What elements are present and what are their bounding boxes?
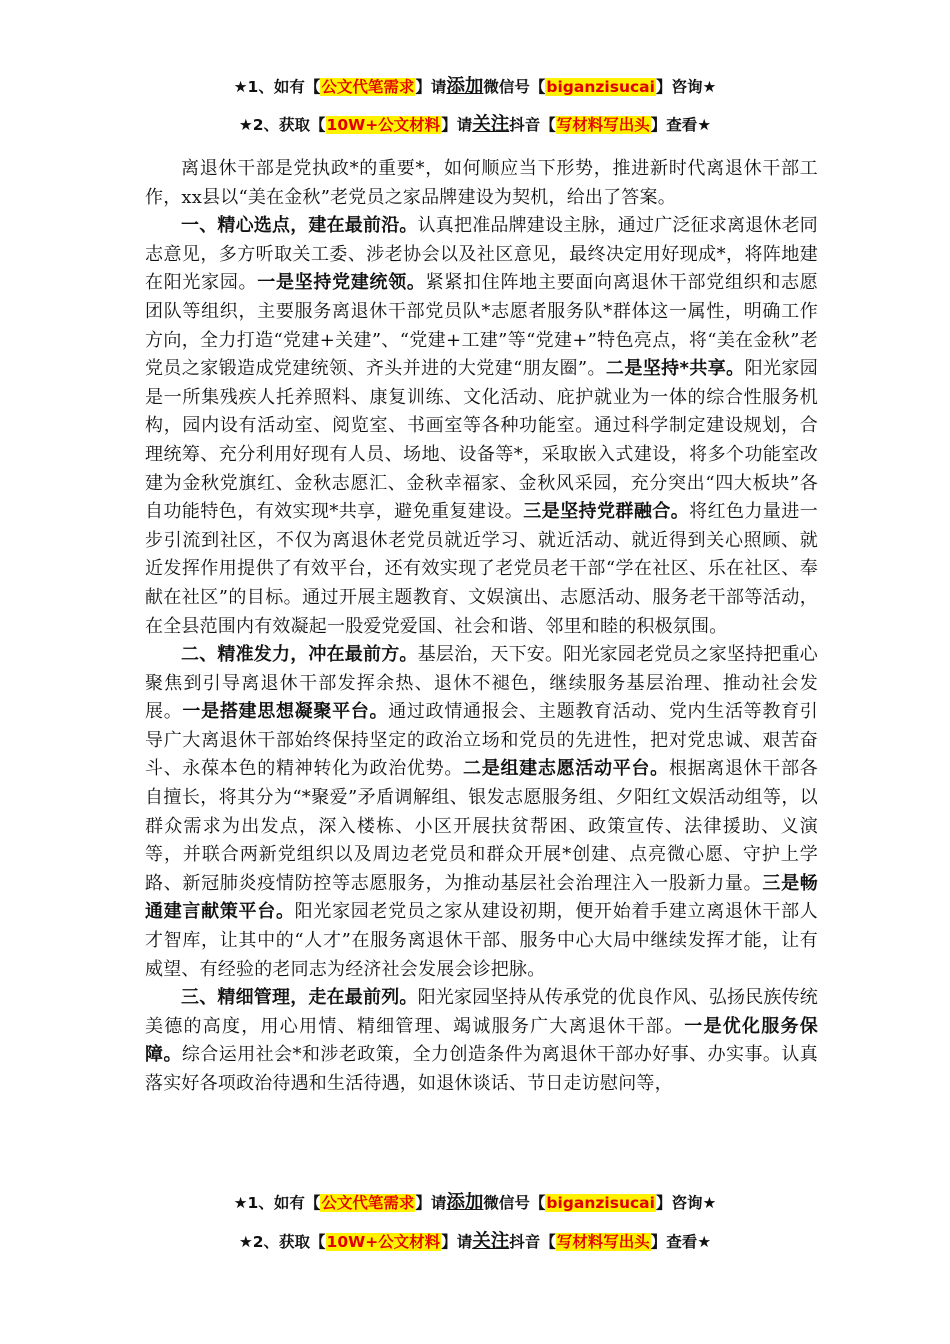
star-icon: ★ [697, 1233, 712, 1251]
promo-banner-top-1 [0, 72, 950, 98]
subheading: 二是坚持*共享。 [605, 358, 745, 380]
banner-text: 】咨询 [655, 1194, 703, 1212]
section-heading: 一、精心选点，建在最前沿。 [181, 215, 418, 237]
emphasis-text: 关注 [472, 114, 510, 135]
promo-banner-top-2 [0, 110, 950, 136]
paragraph-text: 阳光家园坚持从传承党的优良作风、弘扬民族传统美德的高度，用心用情、精细管理、竭诚服务广大离退休干部。 [145, 987, 819, 1037]
paragraph-text: 将红色力量进一步引流到社区，不仅为离退休老党员就近学习、就近活动、就近得到关心照顾、就近发挥作用提供了有效平台，还有效实现了老党员老干部“学在社区、乐在社区、奉献在社区”的目标。通过开展主题教育、文娱演出、志愿活动、服务老干部等活动，在全县范围内有效凝起一股爱党爱国、社会和谐、邻里和睦的积极氛围。 [145, 501, 818, 637]
subheading: 二是组建志愿活动平台。 [463, 758, 669, 780]
section-heading: 二、精准发力，冲在最前方。 [181, 644, 418, 666]
banner-text: 】请 [441, 1233, 473, 1251]
banner-text: 】请 [415, 78, 447, 96]
banner-text: 微信号【 [483, 1194, 546, 1212]
section-3-paragraph [145, 984, 818, 1098]
banner-text: 】查看 [650, 116, 698, 134]
section-2-paragraph [145, 641, 818, 984]
banner-text: 1、如有【 [247, 78, 321, 96]
paragraph-text: 基层治，天下安。阳光家园老党员之家坚持把重心聚焦到引导离退休干部发挥余热、退休不褪色，继续服务基层治理、推动社会发展。 [145, 644, 819, 723]
highlight-text: 公文代笔需求 [321, 78, 415, 96]
highlight-text: 写材料写出头 [556, 116, 650, 134]
paragraph-text: 综合运用社会*和涉老政策，全力创造条件为离退休干部办好事、办实事。认真落实好各项政治待遇和生活待遇，如退休谈话、节日走访慰问等， [145, 1044, 819, 1094]
highlight-text: biganzisucai [546, 1194, 655, 1212]
subheading: 一是搭建思想凝聚平台。 [182, 701, 389, 723]
article-body [145, 155, 818, 1099]
banner-text: 2、获取【 [252, 116, 326, 134]
subheading: 一是优化服务保障。 [145, 1015, 818, 1066]
star-icon: ★ [238, 116, 253, 134]
star-icon: ★ [233, 78, 248, 96]
paragraph-text: 认真把准品牌建设主脉，通过广泛征求离退休老同志意见，多方听取关工委、涉老协会以及社区意见，最终决定用好现成*，将阵地建在阳光家园。 [145, 215, 819, 294]
paragraph-text: 通过政情通报会、主题教育活动、党内生活等教育引导广大离退休干部始终保持坚定的政治立场和党员的先进性，把对党忠诚、艰苦奋斗、永葆本色的精神转化为政治优势。 [145, 701, 818, 780]
paragraph-text: 根据离退休干部各自擅长，将其分为“*聚爱”矛盾调解组、银发志愿服务组、夕阳红文娱活动组等，以群众需求为出发点，深入楼栋、小区开展扶贫帮困、政策宣传、法律援助、义演等，并联合两新党组织以及周边老党员和群众开展*创建、点亮微心愿、守护上学路、新冠肺炎疫情防控等志愿服务，为推动基层社会治理注入一股新力量。 [145, 758, 818, 894]
paragraph-text: 紧紧扣住阵地主要面向离退休干部党组织和志愿团队等组织，主要服务离退休干部党员队*志愿者服务队*群体这一属性，明确工作方向，全力打造“党建+关建”、“党建+工建”等“党建+”特色亮点，将“美在金秋”老党员之家锻造成党建统领、齐头并进的大党建“朋友圈”。 [145, 272, 818, 380]
paragraph-text: 阳光家园是一所集残疾人托养照料、康复训练、文化活动、庇护就业为一体的综合性服务机构，园内设有活动室、阅览室、书画室等各种功能室。通过科学制定建设规划，合理统筹、充分利用好现有人员、场地、设备等*，采取嵌入式建设，将多个功能室改建为金秋党旗红、金秋志愿汇、金秋幸福家、金秋风采园，充分突出“四大板块”各自功能特色，有效实现*共享，避免重复建设。 [145, 358, 818, 523]
banner-text: 微信号【 [483, 78, 546, 96]
star-icon: ★ [233, 1194, 248, 1212]
star-icon: ★ [697, 116, 712, 134]
emphasis-text: 添加 [446, 1192, 484, 1213]
promo-banner-bottom-1 [0, 1188, 950, 1214]
emphasis-text: 添加 [446, 76, 484, 97]
paragraph-text: 离退休干部是党执政*的重要*，如何顺应当下形势，推进新时代离退休干部工作，xx县以“美在金秋”老党员之家品牌建设为契机，给出了答案。 [145, 158, 818, 208]
banner-text: 抖音【 [509, 116, 556, 134]
banner-text: 抖音【 [509, 1233, 556, 1251]
star-icon: ★ [238, 1233, 253, 1251]
banner-text: 】请 [415, 1194, 447, 1212]
section-1-paragraph [145, 212, 818, 641]
star-icon: ★ [702, 78, 717, 96]
banner-text: 2、获取【 [252, 1233, 326, 1251]
banner-text: 】查看 [650, 1233, 698, 1251]
star-icon: ★ [702, 1194, 717, 1212]
highlight-text: 公文代笔需求 [321, 1194, 415, 1212]
intro-paragraph [145, 155, 818, 212]
promo-banner-bottom-2 [0, 1227, 950, 1253]
banner-text: 】咨询 [655, 78, 703, 96]
subheading: 一是坚持党建统领。 [257, 272, 426, 294]
paragraph-text: 阳光家园老党员之家从建设初期，便开始着手建立离退休干部人才智库，让其中的“人才”在服务离退休干部、服务中心大局中继续发挥才能，让有威望、有经验的老同志为经济社会发展会诊把脉。 [145, 901, 818, 980]
subheading: 三是畅通建言献策平台。 [145, 872, 818, 923]
highlight-text: 10W+公文材料 [326, 1233, 441, 1251]
subheading: 三是坚持党群融合。 [523, 501, 690, 523]
highlight-text: biganzisucai [546, 78, 655, 96]
highlight-text: 写材料写出头 [556, 1233, 650, 1251]
banner-text: 】请 [441, 116, 473, 134]
highlight-text: 10W+公文材料 [326, 116, 441, 134]
section-heading: 三、精细管理，走在最前列。 [181, 987, 418, 1009]
banner-text: 1、如有【 [247, 1194, 321, 1212]
emphasis-text: 关注 [472, 1231, 510, 1252]
